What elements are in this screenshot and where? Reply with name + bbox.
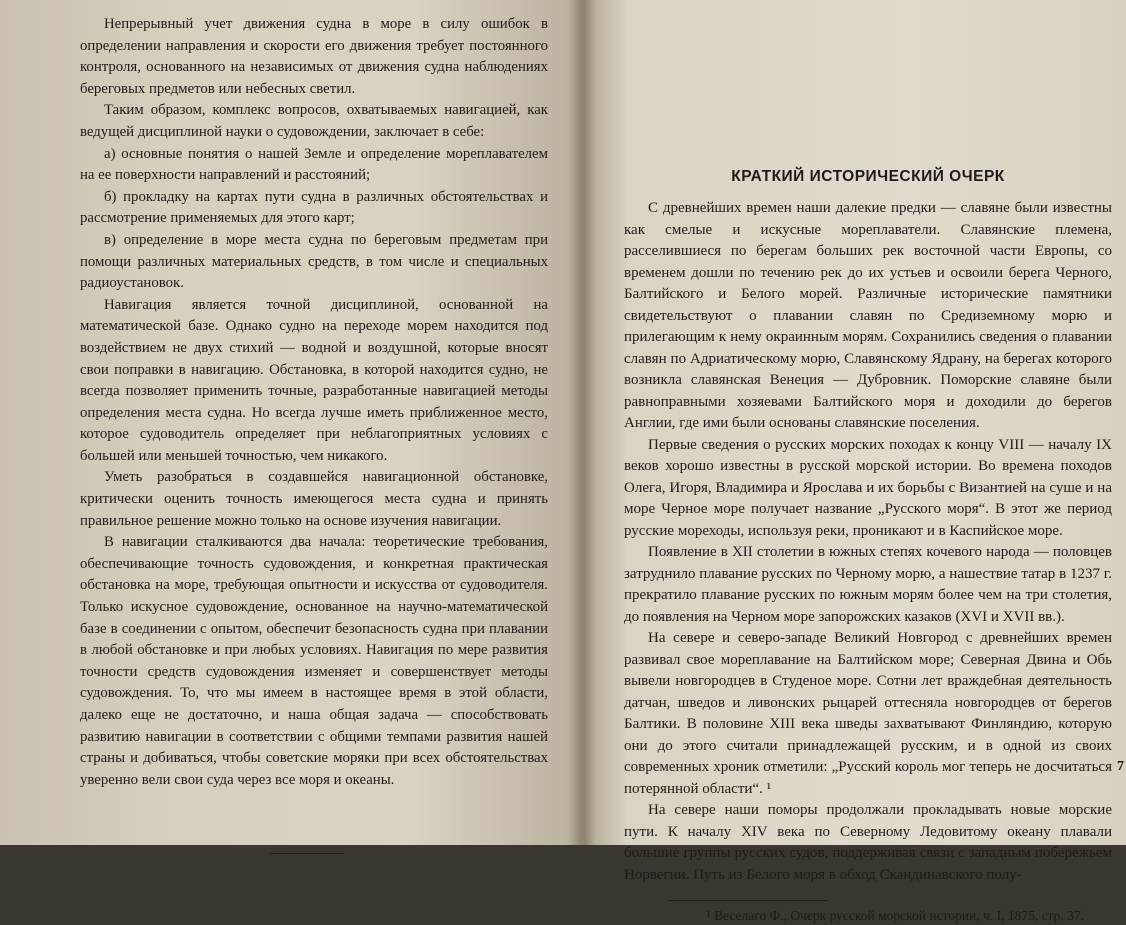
section-end-rule (270, 853, 344, 854)
chapter-heading: КРАТКИЙ ИСТОРИЧЕСКИЙ ОЧЕРК (731, 168, 1005, 185)
paragraph: На севере наши поморы продолжали прокладывать новые морские пути. К началу XIV века по Северному Ледовитому океану плавали большие группы русских судов, поддерживая связи с западным побережьем Норвегии. Путь из Белого моря в обход Скандинавского полу- (624, 802, 1112, 883)
paragraph: Уметь разобраться в создавшейся навигационной обстановке, критически оценить точность имеющегося места судна и принять правильное решение можно только на основе изучения навигации. (80, 469, 548, 529)
footnote: ¹ Веселаго Ф., Очерк русской морской истории, ч. I, 1875, стр. 37. (706, 908, 1084, 923)
paragraph: Непрерывный учет движения судна в море в силу ошибок в определении направления и скорости его движения требует постоянного контроля, основанного на независимых от движения судна наблюдениях береговых предметов или небесных светил. (80, 16, 548, 97)
paragraph: Первые сведения о русских морских походах к концу VIII — началу IX веков хорошо известны в русской морской истории. Во времена походов Олега, Игоря, Владимира и Ярослава и их борьбы с Византией на суше и на море Черное море получает название „Русского моря“. В этот же период русские мореходы, используя реки, проникают и в Каспийское море. (624, 436, 1112, 539)
paragraph: С древнейших времен наши далекие предки — славяне были известны как смелые и искусные мореплаватели. Славянские племена, расселившиеся по берегам больших рек восточной части Европы, со временем дошли по течению рек до их устьев и освоили берега Черного, Балтийского и Белого морей. Различные исторические памятники свидетельствуют о плавании славян по Средиземному морю и прилегающим к нему окраинным морям. Сохранились сведения о плавании славян по Адриатическому морю, Славянскому Ядрану, на берегах которого возникла славянская Венеция — Дубровник. Поморские славяне были равноправными хозяевами Балтийского моря и доходили до берегов Англии, где ими были основаны славянские поселения. (624, 200, 1112, 431)
footnote-rule (668, 900, 828, 901)
list-item: б) прокладку на картах пути судна в различных обстоятельствах и рассмотрение применяемых для этого карт; (80, 188, 548, 227)
paragraph: В навигации сталкиваются два начала: теоретические требования, обеспечивающие точность судовождения, и конкретная практическая обстановка на море, требующая опытности и искусства от судоводителя. Только искусное судовождение, основанное на научно-математической базе в соединении с опытом, обеспечит безопасность судна при плавании в любой обстановке и при любых условиях. Навигация по мере развития точности средств судовождения изменяет и совершенствует методы судовождения. То, что мы имеем в настоящее время в этой области, далеко еще не достаточно, и наша общая задача — способствовать развитию навигации в соответствии с общими темпами развития нашей страны и добиваться, чтобы советские моряки при всех обстоятельствах уверенно вели свои суда через все моря и океаны. (80, 534, 548, 788)
paragraph: Таким образом, комплекс вопросов, охватываемых навигацией, как ведущей дисциплиной науки о судовождении, заключает в себе: (80, 102, 548, 140)
page-number: 7 (1117, 759, 1124, 774)
left-page (0, 0, 584, 845)
paragraph: Навигация является точной дисциплиной, основанной на математической базе. Однако судно на переходе морем находится под воздействием не двух стихий — водной и воздушной, которые вносят свои поправки в навигацию. Обстановка, в которой находится судно, не всегда позволяет применить точные, разработанные навигацией методы определения места судна. Но всегда лучше иметь приближенное место, которое судоводитель определяет при неблагоприятных условиях с большей или меньшей точностью, чем никакого. (80, 296, 548, 464)
paragraph: На севере и северо-западе Великий Новгород с древнейших времен развивал свое мореплавание на Балтийском море; Северная Двина и Обь вывели новгородцев в Студеное море. Сотни лет враждебная деятельность датчан, шведов и ливонских рыцарей оттесняла новгородцев от берегов Балтики. В половине XIII века шведы захватывают Финляндию, которую они до этого считали принадлежащей русским, и в одной из своих современных хроник отметили: „Русский король мог теперь не досчитаться потерянной области“. ¹ (624, 630, 1112, 797)
book-gutter-shadow (568, 0, 596, 845)
paragraph: Появление в XII столетии в южных степях кочевого народа — половцев затруднило плавание русских по Черному морю, а нашествие татар в 1237 г. прекратило плавание русских по южным морям более чем на три столетия, до появления на Черном море запорожских казаков (XVI и XVII вв.). (624, 544, 1112, 625)
list-item: в) определение в море места судна по береговым предметам при помощи различных материальных средств, в том числе и специальных радиоустановок. (80, 231, 548, 292)
right-page (584, 0, 1126, 923)
list-item: а) основные понятия о нашей Земле и определение мореплавателем на ее поверхности направлений и расстояний; (80, 145, 548, 184)
right-text-block (624, 198, 1112, 886)
left-text-block (80, 14, 548, 791)
